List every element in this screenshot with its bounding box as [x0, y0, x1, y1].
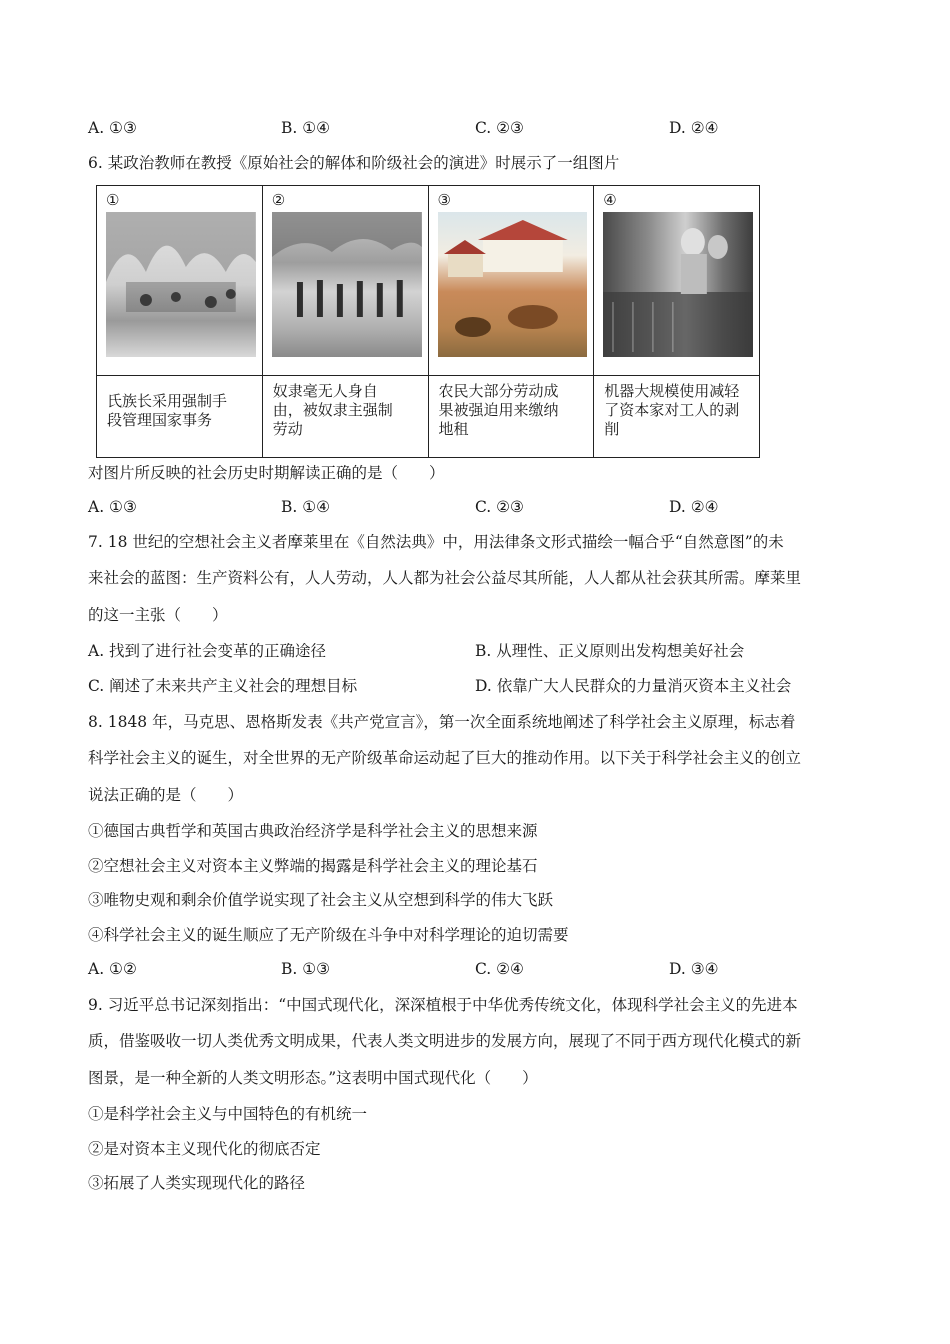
- picture-caption-3: [428, 376, 594, 458]
- caption-line: 地租: [438, 420, 469, 438]
- picture-caption-4: [594, 376, 760, 458]
- picture-cell-1: [97, 186, 263, 376]
- q7-options-row-2: [88, 676, 868, 696]
- q9-stem-line-1: 9. 习近平总书记深刻指出：“中国式现代化，深深植根于中华优秀传统文化，体现科学社会主义的先进本: [88, 996, 798, 1014]
- caption-line: 削: [604, 420, 620, 438]
- picture-number: ④: [603, 191, 617, 209]
- q5-option-b[interactable]: B. ①④: [281, 119, 331, 137]
- q8-stem-line-3: 说法正确的是（ ）: [88, 786, 244, 804]
- q6-option-d[interactable]: D. ②④: [669, 498, 719, 516]
- q8-options: [88, 959, 868, 979]
- q5-options: [88, 118, 868, 138]
- q5-option-a[interactable]: A. ①③: [88, 119, 137, 137]
- q8-item-1: ①德国古典哲学和英国古典政治经济学是科学社会主义的思想来源: [88, 822, 538, 840]
- farmers-field-image: [438, 212, 588, 357]
- q7-options-row-1: [88, 641, 868, 661]
- q7-option-b[interactable]: B. 从理性、正义原则出发构想美好社会: [475, 642, 745, 660]
- q6-stem: 6. 某政治教师在教授《原始社会的解体和阶级社会的演进》时展示了一组图片: [88, 154, 620, 172]
- caption-line: 氏族长采用强制手: [107, 392, 228, 410]
- q8-option-a[interactable]: A. ①②: [88, 960, 137, 978]
- q7-stem-line-2: 来社会的蓝图：生产资料公有，人人劳动，人人都为社会公益尽其所能，人人都从社会获其所需。摩莱里: [88, 569, 802, 587]
- q8-option-c[interactable]: C. ②④: [475, 960, 524, 978]
- q6-option-c[interactable]: C. ②③: [475, 498, 524, 516]
- caption-line: 劳动: [272, 420, 303, 438]
- q8-item-2: ②空想社会主义对资本主义弊端的揭露是科学社会主义的理论基石: [88, 857, 538, 875]
- picture-caption-1: [97, 376, 263, 458]
- q7-stem-line-3: 的这一主张（ ）: [88, 606, 228, 624]
- q7-option-d[interactable]: D. 依靠广大人民群众的力量消灭资本主义社会: [475, 677, 792, 695]
- q8-option-d[interactable]: D. ③④: [669, 960, 719, 978]
- caption-line: 段管理国家事务: [107, 411, 213, 429]
- q7-option-c[interactable]: C. 阐述了未来共产主义社会的理想目标: [88, 677, 358, 695]
- picture-cell-3: [428, 186, 594, 376]
- picture-number: ③: [437, 191, 451, 209]
- picture-caption-2: [262, 376, 428, 458]
- q6-picture-table: [96, 185, 760, 458]
- q9-item-3: ③拓展了人类实现现代化的路径: [88, 1174, 306, 1192]
- q9-stem-line-2: 质，借鉴吸收一切人类优秀文明成果，代表人类文明进步的发展方向，展现了不同于西方现代化模式的新: [88, 1032, 802, 1050]
- q8-stem-line-1: 8. 1848 年，马克思、恩格斯发表《共产党宣言》，第一次全面系统地阐述了科学社会主义原理，标志着: [88, 713, 796, 731]
- child-labor-factory-image: [603, 212, 753, 357]
- picture-number: ①: [106, 191, 120, 209]
- caption-line: 了资本家对工人的剥: [604, 401, 740, 419]
- q9-stem-line-3: 图景，是一种全新的人类文明形态。”这表明中国式现代化（ ）: [88, 1069, 538, 1087]
- q9-item-1: ①是科学社会主义与中国特色的有机统一: [88, 1105, 368, 1123]
- q6-option-a[interactable]: A. ①③: [88, 498, 137, 516]
- q5-option-d[interactable]: D. ②④: [669, 119, 719, 137]
- caption-line: 奴隶毫无人身自: [272, 382, 378, 400]
- caption-line: 机器大规模使用减轻: [604, 382, 740, 400]
- caption-line: 果被强迫用来缴纳: [438, 401, 559, 419]
- q8-item-4: ④科学社会主义的诞生顺应了无产阶级在斗争中对科学理论的迫切需要: [88, 926, 569, 944]
- q6-option-b[interactable]: B. ①④: [281, 498, 331, 516]
- q8-item-3: ③唯物史观和剩余价值学说实现了社会主义从空想到科学的伟大飞跃: [88, 891, 554, 909]
- enslaved-march-image: [272, 212, 422, 357]
- q9-item-2: ②是对资本主义现代化的彻底否定: [88, 1140, 321, 1158]
- q5-option-c[interactable]: C. ②③: [475, 119, 524, 137]
- q8-stem-line-2: 科学社会主义的诞生，对全世界的无产阶级革命运动起了巨大的推动作用。以下关于科学社会主义的创立: [88, 749, 802, 767]
- q7-stem-line-1: 7. 18 世纪的空想社会主义者摩莱里在《自然法典》中，用法律条文形式描绘一幅合乎“自然意图”的未: [88, 533, 784, 551]
- caption-line: 农民大部分劳动成: [438, 382, 559, 400]
- picture-cell-4: [594, 186, 760, 376]
- caption-line: 由，被奴隶主强制: [272, 401, 393, 419]
- q6-question: 对图片所反映的社会历史时期解读正确的是（ ）: [88, 464, 445, 482]
- q6-options: [88, 497, 868, 517]
- q7-option-a[interactable]: A. 找到了进行社会变革的正确途径: [88, 642, 327, 660]
- tribal-gathering-image: [106, 212, 256, 357]
- q8-option-b[interactable]: B. ①③: [281, 960, 331, 978]
- picture-cell-2: [262, 186, 428, 376]
- picture-number: ②: [271, 191, 286, 209]
